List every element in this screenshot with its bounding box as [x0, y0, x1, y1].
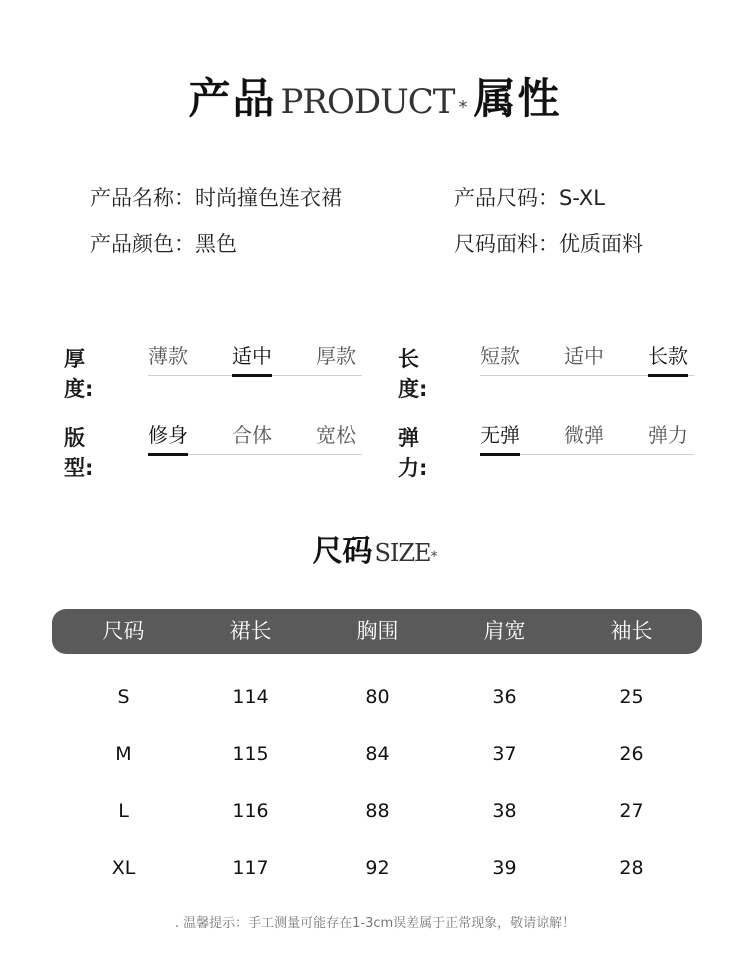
title-en: PRODUCT — [280, 82, 455, 122]
attr-elasticity-label: 弹力: — [398, 426, 428, 480]
option-fit-regular[interactable]: 合体 — [232, 423, 272, 447]
option-length-medium[interactable]: 适中 — [564, 344, 604, 368]
cell-sleeve: 26 — [619, 743, 644, 765]
info-product-fabric: 尺码面料：优质面料 — [454, 232, 643, 256]
title-cn-right: 属性 — [473, 74, 562, 123]
attr-length-label: 长度: — [398, 347, 428, 401]
option-elasticity-stretch[interactable]: 弹力 — [648, 423, 688, 447]
size-title — [0, 526, 750, 570]
header-shoulder: 肩宽 — [483, 619, 526, 643]
info-product-color: 产品颜色：黑色 — [90, 232, 237, 256]
option-elasticity-none[interactable]: 无弹 — [480, 420, 520, 454]
header-size: 尺码 — [102, 619, 145, 643]
header-bust: 胸围 — [356, 619, 399, 643]
info-product-size: 产品尺码：S-XL — [454, 186, 605, 210]
cell-dress-length: 114 — [232, 686, 269, 708]
measurement-note: . 温馨提示：手工测量可能存在1-3cm误差属于正常现象，敬请谅解！ — [174, 916, 576, 931]
cell-dress-length: 116 — [232, 800, 269, 822]
cell-size: S — [117, 686, 130, 708]
size-title-en: SIZE — [374, 539, 431, 567]
cell-shoulder: 37 — [492, 743, 517, 765]
cell-size: M — [115, 743, 132, 765]
attr-fit-label: 版型: — [64, 426, 94, 480]
table-row — [52, 677, 702, 717]
attr-length-options — [480, 341, 694, 376]
attr-elasticity-options — [480, 420, 694, 455]
info-row-2 — [0, 228, 750, 262]
table-row — [52, 791, 702, 831]
option-length-short[interactable]: 短款 — [480, 344, 520, 368]
option-fit-loose[interactable]: 宽松 — [316, 423, 356, 447]
info-row-1 — [0, 182, 750, 216]
cell-sleeve: 27 — [619, 800, 644, 822]
info-product-name: 产品名称：时尚撞色连衣裙 — [90, 186, 342, 210]
option-thickness-thin[interactable]: 薄款 — [148, 344, 188, 368]
cell-sleeve: 28 — [619, 857, 644, 879]
title-star: * — [458, 97, 468, 118]
cell-size: L — [118, 800, 129, 822]
size-title-cn: 尺码 — [312, 534, 373, 569]
header-dress-length: 裙长 — [229, 619, 272, 643]
attr-thickness-options — [148, 341, 362, 376]
cell-dress-length: 117 — [232, 857, 269, 879]
cell-bust: 80 — [365, 686, 390, 708]
title-cn-left: 产品 — [188, 74, 277, 123]
cell-shoulder: 36 — [492, 686, 517, 708]
cell-shoulder: 39 — [492, 857, 517, 879]
option-thickness-medium[interactable]: 适中 — [232, 341, 272, 375]
size-table-header — [52, 609, 702, 654]
option-thickness-thick[interactable]: 厚款 — [316, 344, 356, 368]
table-row — [52, 734, 702, 774]
cell-shoulder: 38 — [492, 800, 517, 822]
cell-sleeve: 25 — [619, 686, 644, 708]
table-row — [52, 848, 702, 888]
cell-bust: 88 — [365, 800, 390, 822]
attr-fit-options — [148, 420, 362, 455]
size-title-star: * — [430, 549, 438, 565]
option-length-long[interactable]: 长款 — [648, 341, 688, 375]
option-elasticity-slight[interactable]: 微弹 — [564, 423, 604, 447]
cell-size: XL — [111, 857, 136, 879]
option-fit-slim[interactable]: 修身 — [148, 420, 188, 454]
product-title — [0, 66, 750, 126]
cell-bust: 84 — [365, 743, 390, 765]
cell-bust: 92 — [365, 857, 390, 879]
attr-thickness-label: 厚度: — [64, 347, 94, 401]
header-sleeve: 袖长 — [610, 619, 653, 643]
cell-dress-length: 115 — [232, 743, 269, 765]
